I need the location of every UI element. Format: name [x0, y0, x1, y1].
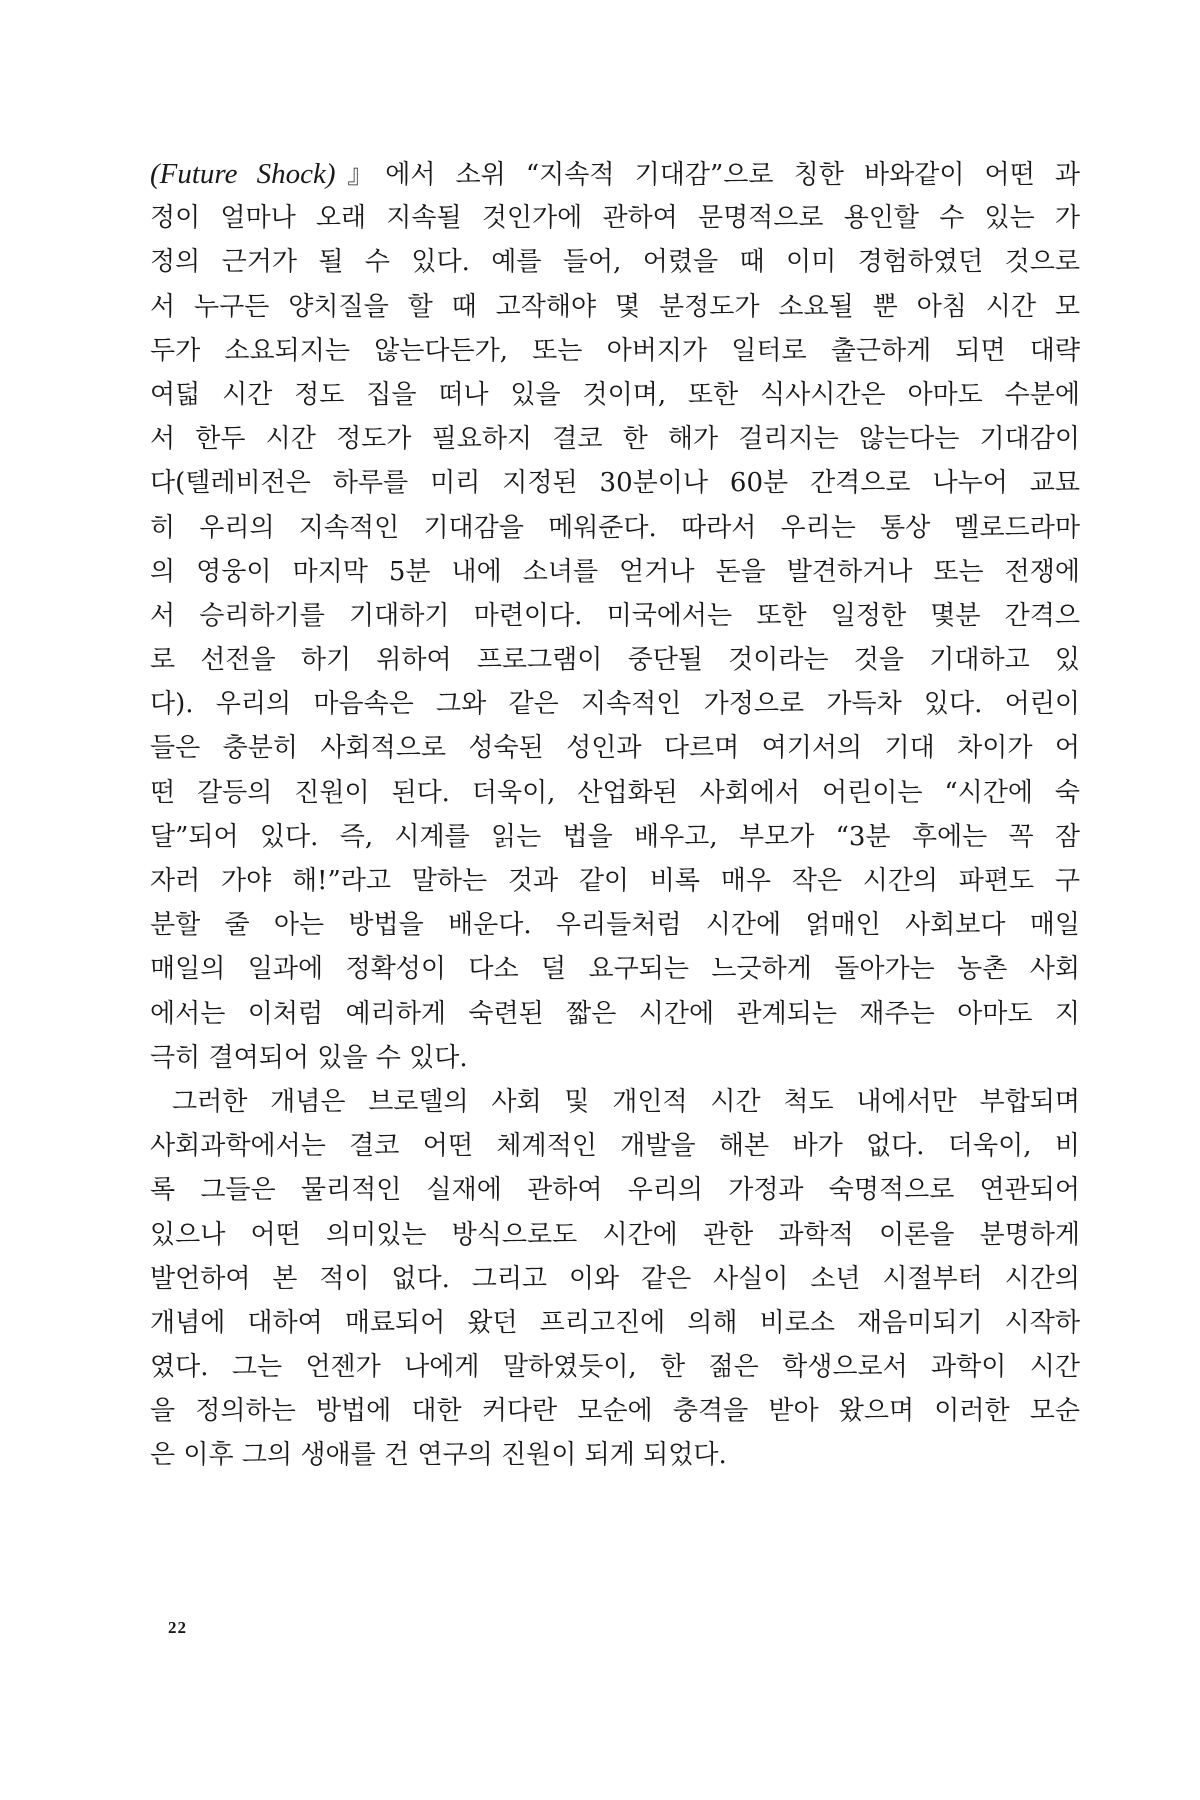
text-line: 극히 결여되어 있을 수 있다. [150, 1042, 468, 1073]
text-line: 은 이후 그의 생애를 건 연구의 진원이 되게 되었다. [150, 1440, 727, 1471]
text-line: 서 승리하기를 기대하기 마련이다. 미국에서는 또한 일정한 몇분 간격으 [150, 600, 1080, 631]
text-line: 정의 근거가 될 수 있다. 예를 들어, 어렸을 때 이미 경험하였던 것으로 [150, 247, 1080, 278]
text-line: 서 한두 시간 정도가 필요하지 결코 한 해가 걸리지는 않는다는 기대감이 [150, 424, 1080, 455]
text-line: 있으나 어떤 의미있는 방식으로도 시간에 관한 과학적 이론을 분명하게 [150, 1219, 1080, 1250]
text-line: 다). 우리의 마음속은 그와 같은 지속적인 가정으로 가득차 있다. 어린이 [150, 689, 1080, 720]
text-line: 다(텔레비전은 하루를 미리 지정된 30분이나 60분 간격으로 나누어 교묘 [150, 468, 1080, 499]
text-line: 로 선전을 하기 위하여 프로그램이 중단될 것이라는 것을 기대하고 있 [150, 645, 1080, 676]
text-line: 록 그들은 물리적인 실재에 관하여 우리의 가정과 숙명적으로 연관되어 [150, 1175, 1080, 1206]
body-text [150, 152, 1080, 1478]
page-number: 22 [168, 1618, 187, 1637]
text-line: 의 영웅이 마지막 5분 내에 소녀를 얻거나 돈을 발견하거나 또는 전쟁에 [150, 556, 1080, 587]
text-line: 정이 얼마나 오래 지속될 것인가에 관하여 문명적으로 용인할 수 있는 가 [150, 203, 1080, 234]
text-line: 을 정의하는 방법에 대한 커다란 모순에 충격을 받아 왔으며 이러한 모순 [150, 1396, 1080, 1427]
book-title-italic: (Future Shock) [150, 158, 336, 190]
text-line: 들은 충분히 사회적으로 성숙된 성인과 다르며 여기서의 기대 차이가 어 [150, 733, 1080, 764]
text-line: 개념에 대하여 매료되어 왔던 프리고진에 의해 비로소 재음미되기 시작하 [150, 1307, 1080, 1338]
text-line: 두가 소요되지는 않는다든가, 또는 아버지가 일터로 출근하게 되면 대략 [150, 335, 1080, 366]
text-line-rest: 』에서 소위 “지속적 기대감”으로 칭한 바와같이 어떤 과 [335, 160, 1080, 190]
text-line: 자러 가야 해!”라고 말하는 것과 같이 비록 매우 작은 시간의 파편도 구 [150, 866, 1080, 896]
text-line [150, 152, 1080, 196]
text-line: 분할 줄 아는 방법을 배운다. 우리들처럼 시간에 얽매인 사회보다 매일 [150, 910, 1080, 941]
text-line: 매일의 일과에 정확성이 다소 덜 요구되는 느긋하게 돌아가는 농촌 사회 [150, 954, 1080, 985]
text-line: 서 누구든 양치질을 할 때 고작해야 몇 분정도가 소요될 뿐 아침 시간 모 [150, 291, 1080, 322]
text-line: 였다. 그는 언젠가 나에게 말하였듯이, 한 젊은 학생으로서 과학이 시간 [150, 1352, 1080, 1383]
paragraph-1 [150, 152, 1080, 1080]
text-line: 발언하여 본 적이 없다. 그리고 이와 같은 사실이 소년 시절부터 시간의 [150, 1263, 1080, 1294]
text-line: 여덟 시간 정도 집을 떠나 있을 것이며, 또한 식사시간은 아마도 수분에 [150, 379, 1080, 410]
text-line: 그러한 개념은 브로델의 사회 및 개인적 시간 척도 내에서만 부합되며 [172, 1086, 1080, 1117]
text-line: 달”되어 있다. 즉, 시계를 읽는 법을 배우고, 부모가 “3분 후에는 꼭 잠 [150, 821, 1080, 852]
text-line: 에서는 이처럼 예리하게 숙련된 짧은 시간에 관계되는 재주는 아마도 지 [150, 998, 1080, 1029]
paragraph-2 [150, 1080, 1080, 1478]
text-line: 떤 갈등의 진원이 된다. 더욱이, 산업화된 사회에서 어린이는 “시간에 숙 [150, 777, 1080, 808]
text-line: 사회과학에서는 결코 어떤 체계적인 개발을 해본 바가 없다. 더욱이, 비 [150, 1131, 1080, 1162]
text-line: 히 우리의 지속적인 기대감을 메워준다. 따라서 우리는 통상 멜로드라마 [150, 512, 1080, 543]
